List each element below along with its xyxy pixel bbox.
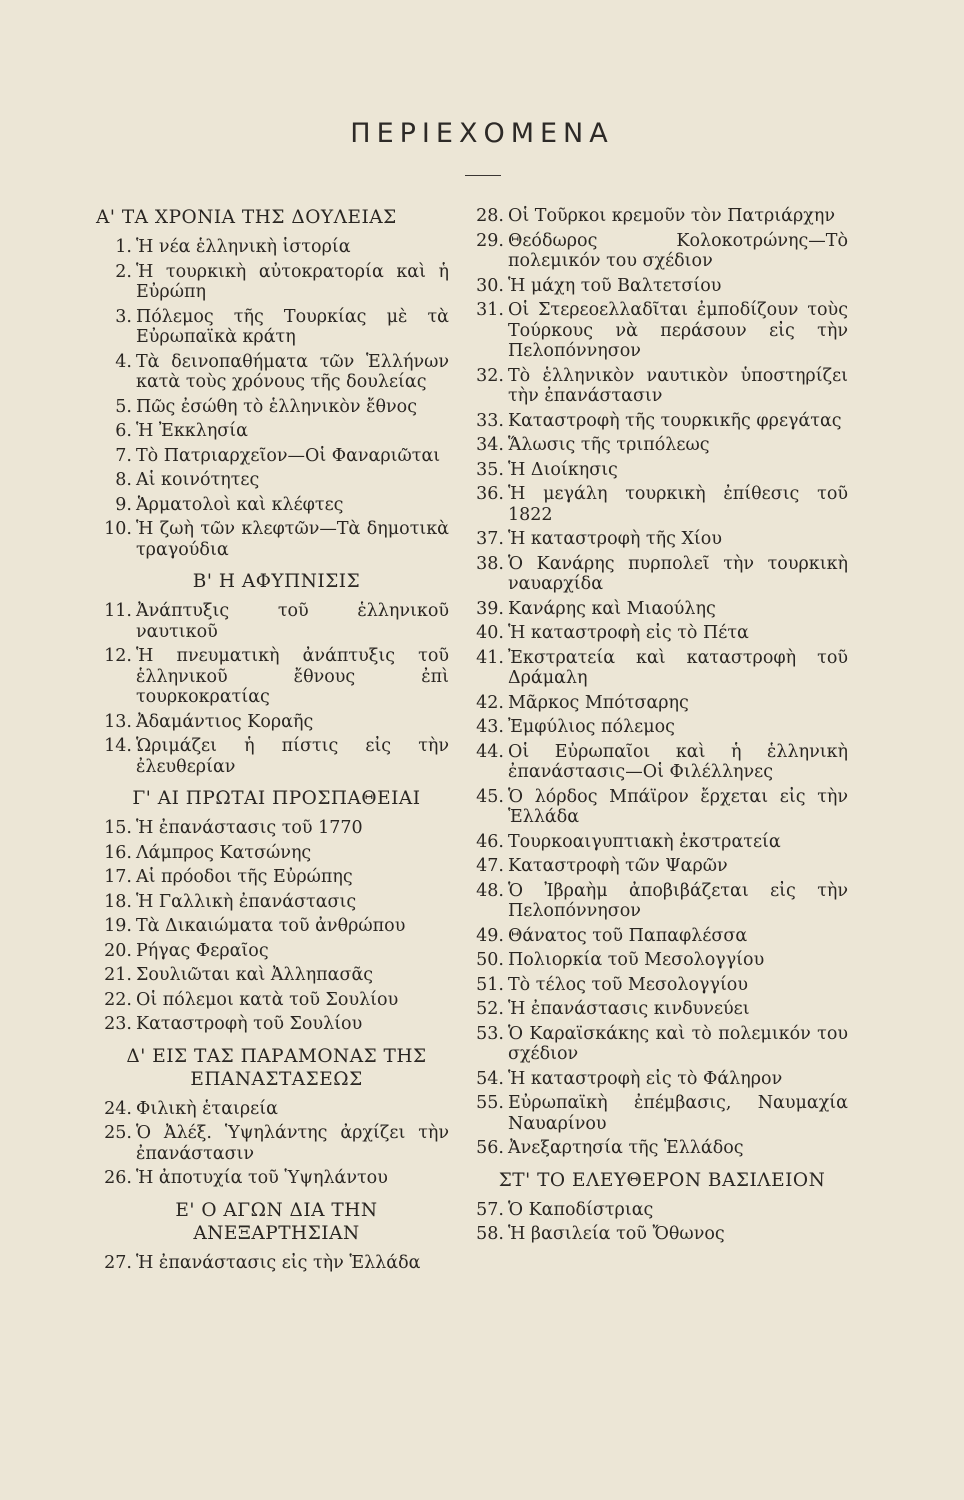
- section-heading: Α' ΤΑ ΧΡΟΝΙΑ ΤΗΣ ΔΟΥΛΕΙΑΣ: [96, 207, 397, 228]
- entry-title: Θάνατος τοῦ Παπαφλέσσα: [508, 925, 748, 946]
- toc-entry: [476, 742, 848, 783]
- entry-number: 53.: [476, 1023, 504, 1044]
- toc-entry: [104, 470, 449, 491]
- entry-title: Τὸ τέλος τοῦ Μεσολογγίου: [508, 974, 748, 995]
- entry-title: Αἱ κοινότητες: [136, 470, 260, 490]
- entry-title: Καταστροφὴ τῶν Ψαρῶν: [508, 856, 728, 876]
- section-heading: ΣΤ' ΤΟ ΕΛΕΥΘΕΡΟΝ ΒΑΣΙΛΕΙΟΝ: [498, 1169, 826, 1191]
- toc-entry: [476, 599, 848, 620]
- entry-title: Ἡ βασιλεία τοῦ Ὄθωνος: [508, 1224, 725, 1244]
- entry-number: 42.: [476, 692, 504, 713]
- entry-title: Ἡ ἀποτυχία τοῦ Ὑψηλάντου: [136, 1168, 388, 1188]
- entry-number: 52.: [476, 999, 504, 1019]
- toc-entry: [104, 237, 449, 258]
- entry-title: Οἱ Εὐρωπαῖοι καὶ ἡ ἑλληνικὴ ἐπανάστασις—Οἱ Φιλέλληνες: [508, 741, 848, 782]
- toc-entry: [476, 1024, 848, 1065]
- toc-entry: [476, 1138, 848, 1159]
- entry-title: Τὸ ἑλληνικὸν ναυτικὸν ὑποστηρίζει τὴν ἐπανάστασιν: [508, 365, 848, 406]
- entry-number: 49.: [476, 925, 504, 946]
- toc-entry: [476, 231, 848, 272]
- toc-entry: [104, 446, 449, 467]
- toc-entry: [476, 717, 848, 738]
- toc-entry: [104, 495, 449, 516]
- entry-number: 29.: [476, 230, 504, 251]
- entry-title: Τουρκοαιγυπτιακὴ ἐκστρατεία: [508, 831, 781, 852]
- entry-number: 17.: [104, 867, 132, 887]
- page-title: ΠΕΡΙΕΧΟΜΕΝΑ: [350, 118, 614, 149]
- entry-title: Ὁ Ἀλέξ. Ὑψηλάντης ἀρχίζει τὴν ἐπανάστασιν: [136, 1123, 449, 1164]
- entry-number: 6.: [115, 421, 132, 441]
- toc-entry: [104, 646, 449, 708]
- entry-title: Ἅλωσις τῆς τριπόλεως: [508, 435, 710, 455]
- entry-number: 33.: [476, 410, 504, 431]
- toc-entry: [104, 1253, 449, 1274]
- toc-entry: [476, 950, 848, 971]
- entry-title: Οἱ Στερεοελλαδῖται ἐμποδίζουν τοὺς Τούρκους νὰ περάσουν εἰς τὴν Πελοπόννησον: [508, 300, 848, 361]
- entry-title: Θεόδωρος Κολοκοτρώνης—Τὸ πολεμικόν του σχέδιον: [508, 230, 848, 271]
- entry-number: 41.: [476, 647, 504, 668]
- entry-number: 22.: [104, 989, 132, 1010]
- entry-title: Ἡ καταστροφὴ τῆς Χίου: [508, 529, 722, 549]
- toc-entry: [104, 941, 449, 962]
- entry-number: 3.: [115, 306, 132, 327]
- toc-entry: [476, 411, 848, 432]
- toc-entry: [104, 397, 449, 418]
- toc-entry: [104, 867, 449, 888]
- entry-number: 56.: [476, 1138, 504, 1158]
- toc-entry: [476, 693, 848, 714]
- toc-entry: [476, 999, 848, 1020]
- entry-number: 21.: [104, 965, 132, 985]
- entry-number: 12.: [104, 646, 132, 666]
- entry-number: 47.: [476, 856, 504, 876]
- entry-title: Οἱ Τοῦρκοι κρεμοῦν τὸν Πατριάρχην: [508, 206, 836, 226]
- toc-entry: [104, 1168, 449, 1189]
- title-rule: [465, 175, 501, 176]
- entry-number: 4.: [115, 351, 132, 372]
- entry-title: Φιλικὴ ἑταιρεία: [136, 1098, 278, 1119]
- entry-title: Πόλεμος τῆς Τουρκίας μὲ τὰ Εὐρωπαϊκὰ κράτη: [136, 306, 449, 347]
- entry-title: Ἀνάπτυξις τοῦ ἑλληνικοῦ ναυτικοῦ: [136, 601, 449, 642]
- entry-title: Ἁρματολοὶ καὶ κλέφτες: [136, 494, 344, 515]
- toc-entry: [104, 519, 449, 560]
- toc-entry: [476, 300, 848, 362]
- entry-number: 58.: [476, 1224, 504, 1244]
- toc-entry: [476, 832, 848, 853]
- toc-entry: [104, 601, 449, 642]
- entry-title: Ὁ Κανάρης πυρπολεῖ τὴν τουρκικὴ ναυαρχίδα: [508, 553, 848, 594]
- entry-number: 13.: [104, 711, 132, 732]
- entry-title: Ἡ μάχη τοῦ Βαλτετσίου: [508, 275, 722, 296]
- toc-entry: [104, 843, 449, 864]
- toc-entry: [104, 352, 449, 393]
- entry-number: 37.: [476, 529, 504, 549]
- entry-number: 31.: [476, 300, 504, 320]
- entry-title: Αἱ πρόοδοι τῆς Εὐρώπης: [136, 867, 353, 887]
- entry-number: 10.: [104, 519, 132, 539]
- entry-title: Ὁ Καποδίστριας: [508, 1199, 654, 1220]
- toc-entry: [104, 1099, 449, 1120]
- toc-entry: [104, 736, 449, 777]
- entry-number: 54.: [476, 1068, 504, 1089]
- entry-number: 43.: [476, 717, 504, 737]
- entry-number: 57.: [476, 1199, 504, 1220]
- entry-title: Τὰ Δικαιώματα τοῦ ἀνθρώπου: [136, 916, 406, 936]
- toc-entry: [476, 484, 848, 525]
- toc-entry: [476, 856, 848, 877]
- section-heading: Β' Η ΑΦΥΠΝΙΣΙΣ: [192, 571, 361, 592]
- toc-entry: [476, 1093, 848, 1134]
- entry-title: Ἀδαμάντιος Κοραῆς: [136, 711, 314, 732]
- entry-number: 34.: [476, 435, 504, 455]
- entry-title: Ἐμφύλιος πόλεμος: [508, 717, 675, 737]
- toc-entry: [476, 435, 848, 456]
- entry-title: Ὁ Καραϊσκάκης καὶ τὸ πολεμικόν του σχέδιον: [508, 1023, 848, 1064]
- toc-entry: [104, 1014, 449, 1035]
- entry-title: Ἡ τουρκικὴ αὐτοκρατορία καὶ ἡ Εὐρώπη: [136, 261, 449, 302]
- entry-title: Καταστροφὴ τοῦ Σουλίου: [136, 1014, 363, 1034]
- entry-number: 7.: [115, 445, 132, 466]
- entry-number: 2.: [115, 261, 132, 282]
- entry-number: 14.: [104, 736, 132, 756]
- entry-number: 25.: [104, 1123, 132, 1143]
- toc-entry: [476, 529, 848, 550]
- entry-title: Ἡ μεγάλη τουρκικὴ ἐπίθεσις τοῦ 1822: [508, 484, 848, 525]
- toc-entry: [476, 1200, 848, 1221]
- toc-entry: [476, 276, 848, 297]
- toc-entry: [104, 990, 449, 1011]
- entry-title: Ρήγας Φεραῖος: [136, 940, 269, 961]
- entry-number: 16.: [104, 842, 132, 863]
- toc-entry: [476, 975, 848, 996]
- entry-title: Ὁ Ἰβραὴμ ἀποβιβάζεται εἰς τὴν Πελοπόννησον: [508, 880, 848, 921]
- entry-number: 32.: [476, 365, 504, 386]
- toc-entry: [476, 460, 848, 481]
- entry-title: Πῶς ἐσώθη τὸ ἑλληνικὸν ἔθνος: [136, 396, 417, 417]
- entry-title: Λάμπρος Κατσώνης: [136, 842, 312, 863]
- entry-number: 27.: [104, 1252, 132, 1273]
- entry-title: Οἱ πόλεμοι κατὰ τοῦ Σουλίου: [136, 989, 399, 1010]
- entry-number: 36.: [476, 484, 504, 504]
- entry-number: 15.: [104, 818, 132, 838]
- toc-entry: [104, 965, 449, 986]
- toc-entry: [476, 1224, 848, 1245]
- entry-title: Ἐκστρατεία καὶ καταστροφὴ τοῦ Δράμαλη: [508, 647, 848, 688]
- entry-number: 18.: [104, 891, 132, 912]
- entry-title: Ἀνεξαρτησία τῆς Ἑλλάδος: [508, 1138, 744, 1158]
- entry-number: 5.: [115, 396, 132, 417]
- entry-number: 55.: [476, 1093, 504, 1113]
- entry-number: 48.: [476, 880, 504, 901]
- entry-number: 30.: [476, 275, 504, 296]
- toc-entry: [476, 648, 848, 689]
- entry-number: 26.: [104, 1168, 132, 1188]
- entry-number: 19.: [104, 916, 132, 936]
- entry-title: Ἡ ἐπανάστασις κινδυνεύει: [508, 999, 750, 1019]
- entry-number: 46.: [476, 831, 504, 852]
- entry-number: 24.: [104, 1098, 132, 1119]
- entry-number: 38.: [476, 553, 504, 574]
- entry-title: Ἡ ἐπανάστασις τοῦ 1770: [136, 818, 363, 838]
- toc-left-column: [96, 206, 449, 1277]
- entry-title: Ἡ πνευματικὴ ἀνάπτυξις τοῦ ἑλληνικοῦ ἔθνους ἐπὶ τουρκοκρατίας: [136, 646, 449, 707]
- entry-title: Ἡ ἐπανάστασις εἰς τὴν Ἑλλάδα: [136, 1252, 421, 1273]
- entry-number: 1.: [115, 237, 132, 257]
- toc-entry: [476, 206, 848, 227]
- section-heading: Ε' Ο ΑΓΩΝ ΔΙΑ ΤΗΝ ΑΝΕΞΑΡΤΗΣΙΑΝ: [175, 1199, 378, 1244]
- entry-title: Ὡριμάζει ἡ πίστις εἰς τὴν ἐλευθερίαν: [136, 736, 449, 777]
- entry-number: 23.: [104, 1014, 132, 1034]
- entry-number: 20.: [104, 940, 132, 961]
- entry-number: 8.: [115, 470, 132, 490]
- entry-title: Ἡ Γαλλικὴ ἐπανάστασις: [136, 891, 357, 912]
- toc-entry: [476, 787, 848, 828]
- entry-title: Κανάρης καὶ Μιαούλης: [508, 598, 716, 619]
- entry-title: Ἡ νέα ἑλληνικὴ ἱστορία: [136, 237, 351, 257]
- entry-title: Τὰ δεινοπαθήματα τῶν Ἑλλήνων κατὰ τοὺς χρόνους τῆς δουλείας: [136, 351, 449, 392]
- entry-number: 28.: [476, 206, 504, 226]
- entry-title: Πολιορκία τοῦ Μεσολογγίου: [508, 950, 765, 970]
- entry-title: Σουλιῶται καὶ Ἀλληπασᾶς: [136, 965, 374, 985]
- toc-entry: [476, 366, 848, 407]
- toc-entry: [476, 1069, 848, 1090]
- toc-entry: [476, 881, 848, 922]
- entry-number: 39.: [476, 598, 504, 619]
- entry-number: 35.: [476, 459, 504, 480]
- section-heading: Δ' ΕΙΣ ΤΑΣ ΠΑΡΑΜΟΝΑΣ ΤΗΣ ΕΠΑΝΑΣΤΑΣΕΩΣ: [126, 1045, 427, 1090]
- entry-number: 11.: [104, 601, 132, 621]
- toc-entry: [104, 1123, 449, 1164]
- toc-entry: [104, 892, 449, 913]
- entry-number: 9.: [115, 494, 132, 515]
- entry-title: Τὸ Πατριαρχεῖον—Οἱ Φαναριῶται: [136, 445, 441, 466]
- entry-title: Ἡ Διοίκησις: [508, 459, 618, 480]
- entry-number: 51.: [476, 974, 504, 995]
- entry-title: Καταστροφὴ τῆς τουρκικῆς φρεγάτας: [508, 410, 842, 431]
- toc-entry: [104, 916, 449, 937]
- entry-title: Ἡ καταστροφὴ εἰς τὸ Φάληρον: [508, 1068, 783, 1089]
- toc-entry: [104, 818, 449, 839]
- entry-title: Ὁ λόρδος Μπάϊρον ἔρχεται εἰς τὴν Ἑλλάδα: [508, 786, 848, 827]
- toc-entry: [476, 623, 848, 644]
- toc-entry: [104, 421, 449, 442]
- entry-number: 44.: [476, 741, 504, 762]
- toc-entry: [104, 262, 449, 303]
- entry-number: 50.: [476, 950, 504, 970]
- entry-number: 40.: [476, 623, 504, 643]
- entry-title: Ἡ καταστροφὴ εἰς τὸ Πέτα: [508, 623, 749, 643]
- toc-entry: [476, 554, 848, 595]
- toc-entry: [476, 926, 848, 947]
- entry-number: 45.: [476, 786, 504, 807]
- toc-entry: [104, 307, 449, 348]
- toc-entry: [104, 712, 449, 733]
- entry-title: Μᾶρκος Μπότσαρης: [508, 692, 689, 713]
- entry-title: Ἡ Ἐκκλησία: [136, 421, 248, 441]
- entry-title: Εὐρωπαϊκὴ ἐπέμβασις, Ναυμαχία Ναυαρίνου: [508, 1093, 848, 1134]
- section-heading: Γ' ΑΙ ΠΡΩΤΑΙ ΠΡΟΣΠΑΘΕΙΑΙ: [132, 788, 421, 809]
- entry-title: Ἡ ζωὴ τῶν κλεφτῶν—Τὰ δημοτικὰ τραγούδια: [136, 519, 449, 560]
- toc-right-column: [476, 206, 848, 1249]
